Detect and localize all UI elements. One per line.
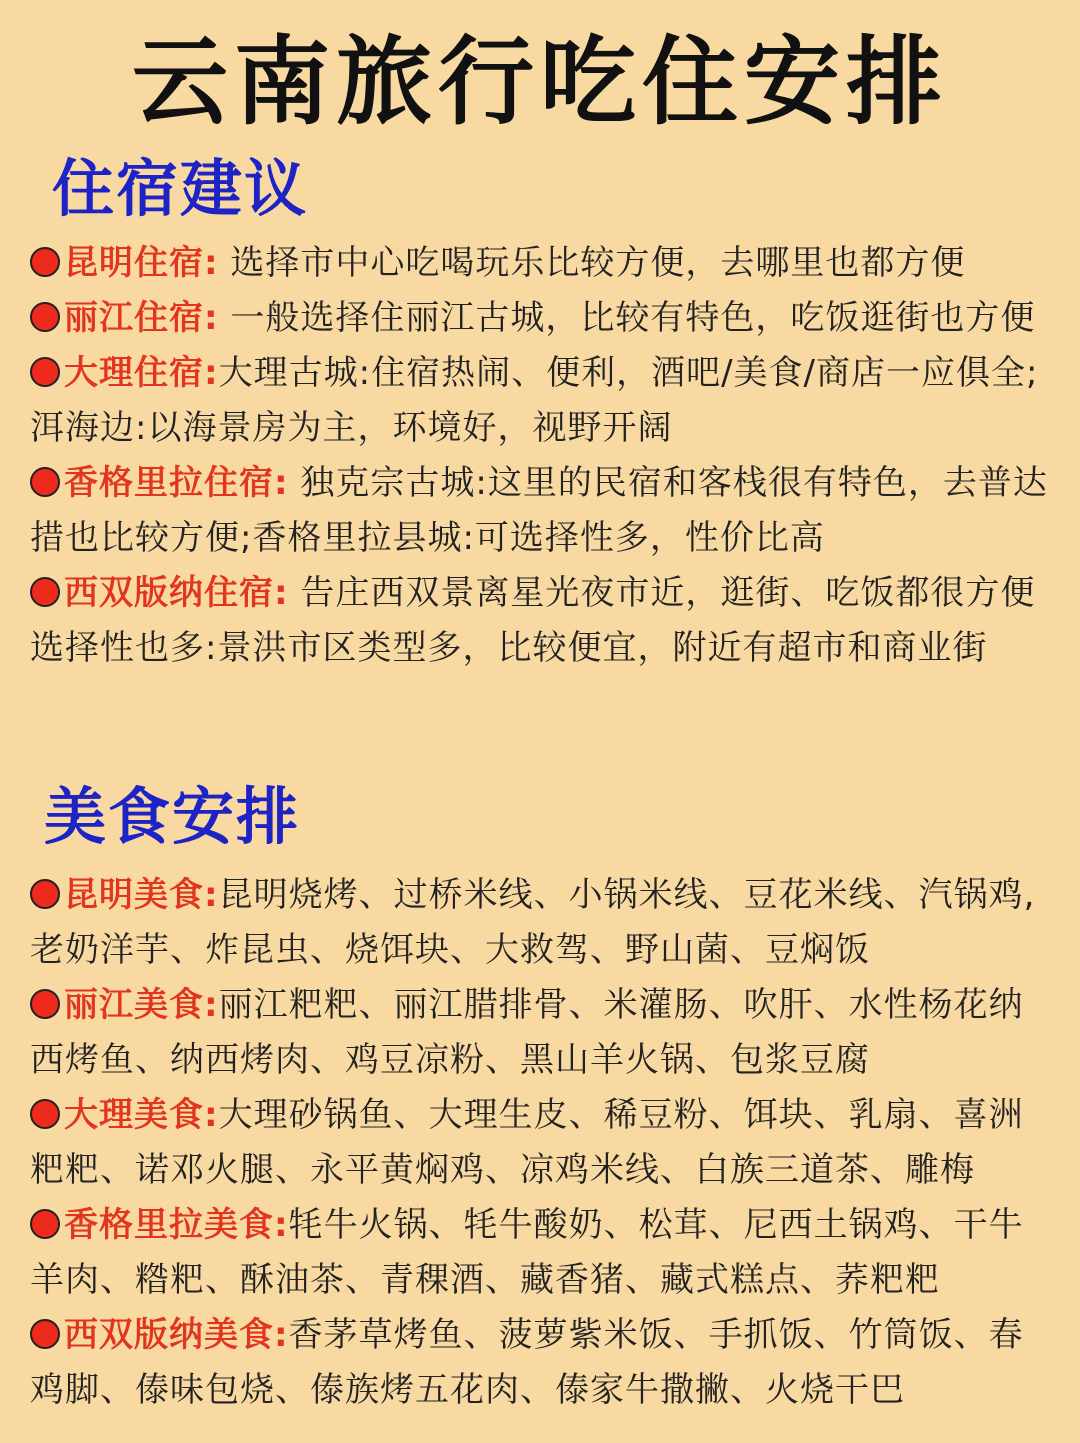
- list-item: [30, 291, 1055, 346]
- red-dot-icon: [30, 467, 60, 497]
- food-heading: 美食安排: [44, 780, 301, 853]
- list-item: [30, 566, 1055, 676]
- item-text: 丽江粑粑、丽江腊排骨、米灌肠、吹肝、水性杨花纳西烤鱼、纳西烤肉、鸡豆凉粉、黑山羊火锅、包浆豆腐: [30, 985, 1024, 1080]
- red-dot-icon: [30, 302, 60, 332]
- item-label: 西双版纳住宿:: [64, 573, 289, 613]
- red-dot-icon: [30, 1209, 60, 1239]
- list-item: [30, 236, 1055, 291]
- food-list: [30, 868, 1055, 1418]
- item-text: 牦牛火锅、牦牛酸奶、松茸、尼西土锅鸡、干牛羊肉、糌粑、酥油茶、青稞酒、藏香猪、藏式糕点、荞粑粑: [30, 1205, 1024, 1300]
- list-item: [30, 346, 1055, 456]
- item-label: 大理美食:: [64, 1095, 219, 1135]
- list-item: [30, 1308, 1055, 1418]
- lodging-heading: 住宿建议: [52, 152, 309, 225]
- red-dot-icon: [30, 1099, 60, 1129]
- page-title: 云南旅行吃住安排: [132, 26, 948, 138]
- list-item: [30, 1198, 1055, 1308]
- item-text: 大理古城:住宿热闹、便利，酒吧/美食/商店一应俱全;洱海边:以海景房为主，环境好，视野开阔: [30, 353, 1039, 448]
- item-label: 昆明美食:: [64, 875, 219, 915]
- item-text: 大理砂锅鱼、大理生皮、稀豆粉、饵块、乳扇、喜洲粑粑、诺邓火腿、永平黄焖鸡、凉鸡米线、白族三道茶、雕梅: [30, 1095, 1024, 1190]
- red-dot-icon: [30, 357, 60, 387]
- item-label: 香格里拉住宿:: [64, 463, 289, 503]
- list-item: [30, 1088, 1055, 1198]
- item-label: 昆明住宿:: [64, 243, 219, 283]
- red-dot-icon: [30, 879, 60, 909]
- list-item: [30, 456, 1055, 566]
- item-label: 西双版纳美食:: [64, 1315, 289, 1355]
- item-text: 一般选择住丽江古城，比较有特色，吃饭逛街也方便: [218, 298, 1036, 338]
- red-dot-icon: [30, 989, 60, 1019]
- item-text: 香茅草烤鱼、菠萝紫米饭、手抓饭、竹筒饭、春鸡脚、傣味包烧、傣族烤五花肉、傣家牛撒撇、火烧干巴: [30, 1315, 1024, 1410]
- red-dot-icon: [30, 247, 60, 277]
- item-label: 丽江住宿:: [64, 298, 219, 338]
- item-text: 独克宗古城:这里的民宿和客栈很有特色，去普达措也比较方便;香格里拉县城:可选择性多，性价比高: [30, 463, 1048, 558]
- red-dot-icon: [30, 1319, 60, 1349]
- item-text: 告庄西双景离星光夜市近，逛街、吃饭都很方便选择性也多:景洪市区类型多，比较便宜，附近有超市和商业街: [30, 573, 1036, 668]
- item-label: 丽江美食:: [64, 985, 219, 1025]
- item-label: 香格里拉美食:: [64, 1205, 289, 1245]
- list-item: [30, 978, 1055, 1088]
- item-text: 昆明烧烤、过桥米线、小锅米线、豆花米线、汽锅鸡,老奶洋芋、炸昆虫、烧饵块、大救驾、野山菌、豆焖饭: [30, 875, 1036, 970]
- item-label: 大理住宿:: [64, 353, 219, 393]
- lodging-list: [30, 236, 1055, 676]
- item-text: 选择市中心吃喝玩乐比较方便，去哪里也都方便: [218, 243, 966, 283]
- red-dot-icon: [30, 577, 60, 607]
- list-item: [30, 868, 1055, 978]
